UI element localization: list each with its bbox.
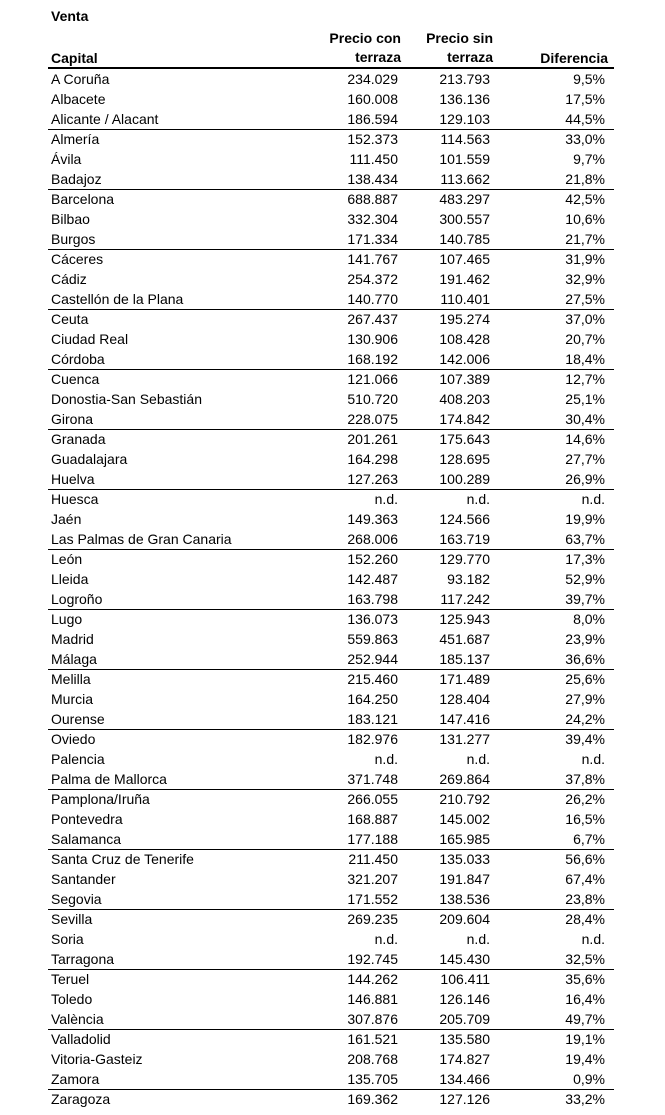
cell-capital: Lleida bbox=[51, 571, 89, 587]
cell-precio-con: 321.207 bbox=[347, 871, 398, 887]
cell-capital: Almería bbox=[51, 131, 100, 147]
header-precio-con-line2: terraza bbox=[355, 49, 401, 65]
cell-precio-sin: 209.604 bbox=[439, 911, 490, 927]
cell-capital: Castellón de la Plana bbox=[51, 291, 184, 307]
table-row bbox=[48, 669, 614, 689]
cell-precio-con: 266.055 bbox=[347, 791, 398, 807]
cell-diferencia: 6,7% bbox=[573, 831, 605, 847]
cell-precio-con: 177.188 bbox=[347, 831, 398, 847]
cell-diferencia: 37,8% bbox=[565, 771, 605, 787]
cell-precio-sin: 269.864 bbox=[439, 771, 490, 787]
table-row bbox=[48, 449, 614, 469]
cell-capital: Las Palmas de Gran Canaria bbox=[51, 531, 232, 547]
table-row bbox=[48, 369, 614, 389]
cell-capital: Ciudad Real bbox=[51, 331, 129, 347]
header-precio-con-line1: Precio con bbox=[329, 30, 401, 46]
cell-diferencia: 26,9% bbox=[565, 471, 605, 487]
table-title: Venta bbox=[51, 8, 89, 24]
cell-capital: Melilla bbox=[51, 671, 91, 687]
cell-precio-sin: 145.002 bbox=[439, 811, 490, 827]
cell-precio-sin: 185.137 bbox=[439, 651, 490, 667]
cell-precio-con: 164.298 bbox=[347, 451, 398, 467]
cell-precio-sin: 142.006 bbox=[439, 351, 490, 367]
cell-diferencia: 21,8% bbox=[565, 171, 605, 187]
table-row bbox=[48, 329, 614, 349]
cell-diferencia: 63,7% bbox=[565, 531, 605, 547]
cell-precio-sin: 113.662 bbox=[440, 171, 490, 187]
data-table-body bbox=[48, 69, 614, 1109]
table-row bbox=[48, 409, 614, 429]
cell-capital: Pamplona/Iruña bbox=[51, 791, 150, 807]
table-row bbox=[48, 229, 614, 249]
cell-precio-con: 268.006 bbox=[347, 531, 398, 547]
table-row bbox=[48, 869, 614, 889]
cell-capital: Jaén bbox=[51, 511, 82, 527]
header-precio-sin-line1: Precio sin bbox=[426, 30, 493, 46]
cell-diferencia: 18,4% bbox=[565, 351, 605, 367]
cell-precio-sin: 174.827 bbox=[439, 1051, 490, 1067]
cell-capital: Huesca bbox=[51, 491, 99, 507]
cell-capital: Teruel bbox=[51, 971, 90, 987]
table-row bbox=[48, 929, 614, 949]
cell-diferencia: 23,8% bbox=[565, 891, 605, 907]
cell-diferencia: 25,1% bbox=[565, 391, 605, 407]
cell-precio-con: 111.450 bbox=[349, 151, 398, 167]
table-row bbox=[48, 129, 614, 149]
table-row bbox=[48, 309, 614, 329]
table-row bbox=[48, 469, 614, 489]
cell-precio-con: 234.029 bbox=[347, 71, 398, 87]
cell-precio-con: 332.304 bbox=[347, 211, 398, 227]
cell-precio-sin: 107.465 bbox=[439, 251, 490, 267]
cell-diferencia: 39,4% bbox=[565, 731, 605, 747]
cell-capital: Granada bbox=[51, 431, 106, 447]
cell-diferencia: 25,6% bbox=[565, 671, 605, 687]
cell-precio-sin: 171.489 bbox=[439, 671, 490, 687]
cell-capital: Sevilla bbox=[51, 911, 93, 927]
cell-capital: Soria bbox=[51, 931, 84, 947]
cell-precio-con: 371.748 bbox=[347, 771, 398, 787]
cell-capital: Palma de Mallorca bbox=[51, 771, 167, 787]
cell-diferencia: 21,7% bbox=[565, 231, 605, 247]
cell-diferencia: 28,4% bbox=[565, 911, 605, 927]
table-row bbox=[48, 189, 614, 209]
cell-precio-sin: 174.842 bbox=[439, 411, 490, 427]
cell-precio-con: 510.720 bbox=[347, 391, 398, 407]
cell-capital: Burgos bbox=[51, 231, 96, 247]
cell-capital: Cádiz bbox=[51, 271, 87, 287]
cell-precio-sin: 135.580 bbox=[439, 1031, 490, 1047]
cell-precio-sin: n.d. bbox=[466, 931, 490, 947]
cell-diferencia: 16,4% bbox=[565, 991, 605, 1007]
cell-diferencia: 35,6% bbox=[565, 971, 605, 987]
table-row bbox=[48, 69, 614, 89]
cell-precio-sin: 191.847 bbox=[439, 871, 490, 887]
cell-capital: Santa Cruz de Tenerife bbox=[51, 851, 194, 867]
cell-precio-sin: 195.274 bbox=[439, 311, 490, 327]
cell-diferencia: 33,2% bbox=[565, 1091, 605, 1107]
table-row bbox=[48, 149, 614, 169]
cell-precio-sin: 124.566 bbox=[439, 511, 490, 527]
table-row bbox=[48, 89, 614, 109]
cell-capital: Zaragoza bbox=[51, 1091, 111, 1107]
cell-diferencia: 9,7% bbox=[573, 151, 605, 167]
table-row bbox=[48, 1029, 614, 1049]
cell-diferencia: 8,0% bbox=[573, 611, 605, 627]
cell-precio-sin: 125.943 bbox=[439, 611, 490, 627]
cell-precio-sin: 131.277 bbox=[439, 731, 490, 747]
cell-precio-con: 208.768 bbox=[347, 1051, 398, 1067]
table-row bbox=[48, 1089, 614, 1109]
table-row bbox=[48, 389, 614, 409]
cell-capital: Donostia-San Sebastián bbox=[51, 391, 202, 407]
cell-diferencia: 17,5% bbox=[565, 91, 605, 107]
cell-precio-con: 163.798 bbox=[347, 591, 398, 607]
cell-precio-con: 121.066 bbox=[347, 371, 398, 387]
cell-precio-sin: 135.033 bbox=[439, 851, 490, 867]
cell-diferencia: 27,7% bbox=[565, 451, 605, 467]
cell-capital: Palencia bbox=[51, 751, 105, 767]
cell-precio-sin: 106.411 bbox=[440, 971, 490, 987]
table-row bbox=[48, 549, 614, 569]
table-row bbox=[48, 269, 614, 289]
cell-precio-sin: 114.563 bbox=[440, 131, 490, 147]
cell-diferencia: 23,9% bbox=[565, 631, 605, 647]
cell-precio-sin: 100.289 bbox=[439, 471, 490, 487]
cell-capital: Guadalajara bbox=[51, 451, 128, 467]
table-row bbox=[48, 509, 614, 529]
cell-precio-sin: 117.242 bbox=[440, 591, 490, 607]
cell-capital: Badajoz bbox=[51, 171, 102, 187]
table-row bbox=[48, 569, 614, 589]
cell-precio-con: 201.261 bbox=[347, 431, 398, 447]
table-row bbox=[48, 429, 614, 449]
cell-precio-sin: 145.430 bbox=[439, 951, 490, 967]
cell-diferencia: 27,9% bbox=[565, 691, 605, 707]
cell-diferencia: 44,5% bbox=[565, 111, 605, 127]
cell-diferencia: 37,0% bbox=[565, 311, 605, 327]
table-row bbox=[48, 649, 614, 669]
table-row bbox=[48, 829, 614, 849]
cell-precio-con: 146.881 bbox=[347, 991, 398, 1007]
cell-capital: Girona bbox=[51, 411, 94, 427]
cell-diferencia: n.d. bbox=[581, 491, 605, 507]
cell-precio-con: 142.487 bbox=[347, 571, 398, 587]
cell-capital: Zamora bbox=[51, 1071, 100, 1087]
cell-diferencia: 12,7% bbox=[565, 371, 605, 387]
cell-precio-sin: 129.103 bbox=[439, 111, 490, 127]
cell-precio-sin: 126.146 bbox=[439, 991, 490, 1007]
table-row bbox=[48, 789, 614, 809]
cell-capital: Alicante / Alacant bbox=[51, 111, 159, 127]
cell-capital: Toledo bbox=[51, 991, 93, 1007]
cell-diferencia: 10,6% bbox=[565, 211, 605, 227]
cell-precio-con: 140.770 bbox=[347, 291, 398, 307]
cell-capital: Tarragona bbox=[51, 951, 115, 967]
cell-diferencia: 56,6% bbox=[565, 851, 605, 867]
cell-capital: Logroño bbox=[51, 591, 103, 607]
table-row bbox=[48, 749, 614, 769]
cell-capital: Pontevedra bbox=[51, 811, 123, 827]
cell-precio-con: 211.450 bbox=[348, 851, 398, 867]
table-row bbox=[48, 849, 614, 869]
cell-precio-con: 141.767 bbox=[347, 251, 398, 267]
cell-precio-con: 152.260 bbox=[347, 551, 398, 567]
cell-precio-sin: 93.182 bbox=[447, 571, 490, 587]
cell-capital: Ourense bbox=[51, 711, 105, 727]
cell-precio-con: 130.906 bbox=[347, 331, 398, 347]
cell-diferencia: n.d. bbox=[581, 751, 605, 767]
table-row bbox=[48, 1049, 614, 1069]
table-row bbox=[48, 349, 614, 369]
cell-capital: Córdoba bbox=[51, 351, 105, 367]
table-row bbox=[48, 909, 614, 929]
cell-precio-con: 307.876 bbox=[347, 1011, 398, 1027]
cell-precio-sin: 213.793 bbox=[439, 71, 490, 87]
cell-diferencia: 32,5% bbox=[565, 951, 605, 967]
cell-precio-sin: 128.404 bbox=[439, 691, 490, 707]
cell-diferencia: 36,6% bbox=[565, 651, 605, 667]
cell-precio-sin: 165.985 bbox=[439, 831, 490, 847]
cell-precio-sin: 138.536 bbox=[439, 891, 490, 907]
cell-capital: Murcia bbox=[51, 691, 94, 707]
header-capital: Capital bbox=[51, 50, 98, 66]
cell-precio-con: 171.334 bbox=[347, 231, 398, 247]
cell-capital: Ávila bbox=[51, 151, 82, 167]
cell-diferencia: 30,4% bbox=[565, 411, 605, 427]
cell-diferencia: 9,5% bbox=[573, 71, 605, 87]
cell-precio-con: 183.121 bbox=[347, 711, 398, 727]
cell-capital: Bilbao bbox=[51, 211, 90, 227]
cell-precio-con: n.d. bbox=[374, 491, 398, 507]
table-row bbox=[48, 109, 614, 129]
cell-diferencia: 27,5% bbox=[565, 291, 605, 307]
cell-capital: Santander bbox=[51, 871, 116, 887]
cell-diferencia: 19,4% bbox=[565, 1051, 605, 1067]
cell-precio-con: 164.250 bbox=[347, 691, 398, 707]
cell-diferencia: 52,9% bbox=[565, 571, 605, 587]
table-row bbox=[48, 769, 614, 789]
cell-precio-sin: 134.466 bbox=[439, 1071, 490, 1087]
table-row bbox=[48, 689, 614, 709]
table-row bbox=[48, 589, 614, 609]
cell-precio-con: 168.192 bbox=[347, 351, 398, 367]
cell-precio-sin: 147.416 bbox=[439, 711, 490, 727]
cell-precio-con: 186.594 bbox=[347, 111, 398, 127]
table-row bbox=[48, 489, 614, 509]
cell-diferencia: 39,7% bbox=[565, 591, 605, 607]
cell-precio-con: 254.372 bbox=[347, 271, 398, 287]
cell-diferencia: 20,7% bbox=[565, 331, 605, 347]
cell-diferencia: 0,9% bbox=[573, 1071, 605, 1087]
cell-capital: Barcelona bbox=[51, 191, 115, 207]
table-row bbox=[48, 989, 614, 1009]
cell-precio-con: 171.552 bbox=[347, 891, 398, 907]
cell-precio-con: n.d. bbox=[374, 931, 398, 947]
cell-precio-sin: 210.792 bbox=[439, 791, 490, 807]
header-diferencia: Diferencia bbox=[540, 50, 608, 66]
cell-diferencia: 42,5% bbox=[565, 191, 605, 207]
header-precio-con-terraza bbox=[301, 29, 401, 67]
cell-precio-con: 161.521 bbox=[347, 1031, 398, 1047]
table-row bbox=[48, 1069, 614, 1089]
table-row bbox=[48, 609, 614, 629]
cell-precio-con: 127.263 bbox=[347, 471, 398, 487]
cell-precio-sin: 451.687 bbox=[439, 631, 490, 647]
cell-precio-con: 215.460 bbox=[347, 671, 398, 687]
cell-precio-sin: 136.136 bbox=[439, 91, 490, 107]
cell-capital: Cuenca bbox=[51, 371, 100, 387]
cell-precio-sin: 101.559 bbox=[439, 151, 490, 167]
table-row bbox=[48, 169, 614, 189]
cell-capital: Vitoria-Gasteiz bbox=[51, 1051, 143, 1067]
cell-precio-con: 152.373 bbox=[347, 131, 398, 147]
cell-capital: León bbox=[51, 551, 83, 567]
cell-capital: Cáceres bbox=[51, 251, 104, 267]
cell-diferencia: 14,6% bbox=[565, 431, 605, 447]
cell-precio-sin: n.d. bbox=[466, 751, 490, 767]
cell-precio-con: 269.235 bbox=[347, 911, 398, 927]
cell-precio-con: 228.075 bbox=[347, 411, 398, 427]
cell-precio-con: 168.887 bbox=[347, 811, 398, 827]
cell-diferencia: 26,2% bbox=[565, 791, 605, 807]
cell-precio-con: 144.262 bbox=[347, 971, 398, 987]
cell-precio-con: 688.887 bbox=[347, 191, 398, 207]
cell-diferencia: 19,9% bbox=[565, 511, 605, 527]
cell-diferencia: 49,7% bbox=[565, 1011, 605, 1027]
cell-precio-con: n.d. bbox=[374, 751, 398, 767]
cell-diferencia: 17,3% bbox=[565, 551, 605, 567]
table-row bbox=[48, 969, 614, 989]
cell-capital: Lugo bbox=[51, 611, 83, 627]
cell-precio-sin: 129.770 bbox=[439, 551, 490, 567]
cell-diferencia: 67,4% bbox=[565, 871, 605, 887]
cell-precio-sin: 483.297 bbox=[439, 191, 490, 207]
table-row bbox=[48, 289, 614, 309]
cell-precio-con: 267.437 bbox=[347, 311, 398, 327]
header-precio-sin-terraza bbox=[393, 29, 493, 67]
cell-capital: A Coruña bbox=[51, 71, 110, 87]
cell-precio-sin: 191.462 bbox=[439, 271, 490, 287]
cell-precio-con: 182.976 bbox=[347, 731, 398, 747]
cell-precio-sin: 140.785 bbox=[439, 231, 490, 247]
cell-capital: Valladolid bbox=[51, 1031, 111, 1047]
cell-diferencia: 16,5% bbox=[565, 811, 605, 827]
cell-precio-sin: 107.389 bbox=[439, 371, 490, 387]
cell-diferencia: n.d. bbox=[581, 931, 605, 947]
cell-precio-con: 138.434 bbox=[347, 171, 398, 187]
cell-diferencia: 33,0% bbox=[565, 131, 605, 147]
cell-diferencia: 32,9% bbox=[565, 271, 605, 287]
cell-capital: Albacete bbox=[51, 91, 106, 107]
table-row bbox=[48, 709, 614, 729]
cell-precio-sin: 128.695 bbox=[439, 451, 490, 467]
table-row bbox=[48, 629, 614, 649]
cell-diferencia: 19,1% bbox=[565, 1031, 605, 1047]
table-row bbox=[48, 1009, 614, 1029]
table-row bbox=[48, 729, 614, 749]
cell-precio-sin: 108.428 bbox=[439, 331, 490, 347]
cell-capital: Segovia bbox=[51, 891, 102, 907]
table-row bbox=[48, 249, 614, 269]
table-row bbox=[48, 889, 614, 909]
cell-precio-sin: 110.401 bbox=[440, 291, 490, 307]
cell-precio-con: 192.745 bbox=[347, 951, 398, 967]
header-precio-sin-line2: terraza bbox=[447, 49, 493, 65]
table-row bbox=[48, 949, 614, 969]
cell-capital: Málaga bbox=[51, 651, 97, 667]
cell-precio-sin: 127.126 bbox=[439, 1091, 490, 1107]
cell-diferencia: 31,9% bbox=[565, 251, 605, 267]
cell-precio-sin: 175.643 bbox=[439, 431, 490, 447]
cell-capital: Madrid bbox=[51, 631, 94, 647]
cell-capital: València bbox=[51, 1011, 104, 1027]
table-row bbox=[48, 809, 614, 829]
cell-precio-con: 160.008 bbox=[347, 91, 398, 107]
cell-precio-sin: 205.709 bbox=[439, 1011, 490, 1027]
cell-capital: Huelva bbox=[51, 471, 95, 487]
cell-capital: Ceuta bbox=[51, 311, 89, 327]
cell-precio-con: 135.705 bbox=[347, 1071, 398, 1087]
table-row bbox=[48, 209, 614, 229]
cell-diferencia: 24,2% bbox=[565, 711, 605, 727]
cell-precio-sin: 408.203 bbox=[439, 391, 490, 407]
cell-capital: Salamanca bbox=[51, 831, 122, 847]
cell-precio-sin: 300.557 bbox=[439, 211, 490, 227]
cell-precio-con: 136.073 bbox=[347, 611, 398, 627]
cell-precio-con: 169.362 bbox=[347, 1091, 398, 1107]
table-row bbox=[48, 529, 614, 549]
cell-capital: Oviedo bbox=[51, 731, 96, 747]
cell-precio-sin: 163.719 bbox=[439, 531, 490, 547]
cell-precio-con: 149.363 bbox=[347, 511, 398, 527]
cell-precio-sin: n.d. bbox=[466, 491, 490, 507]
cell-precio-con: 252.944 bbox=[347, 651, 398, 667]
cell-precio-con: 559.863 bbox=[347, 631, 398, 647]
